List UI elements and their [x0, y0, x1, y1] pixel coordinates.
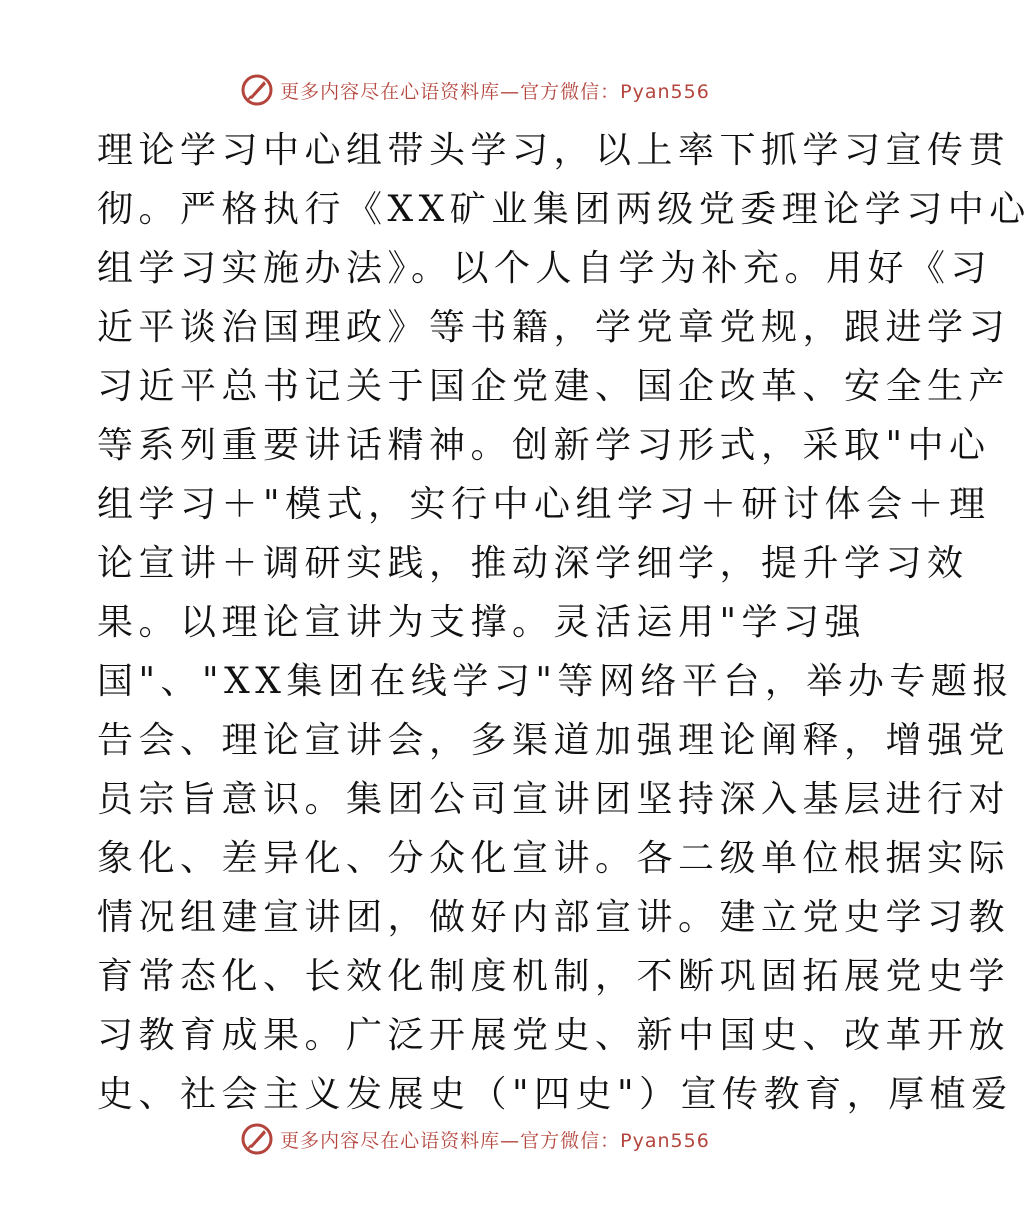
body-line: 员宗旨意识。集团公司宣讲团坚持深入基层进行对	[97, 779, 1011, 820]
body-line: 果。以理论宣讲为支撑。灵活运用"学习强	[97, 602, 867, 643]
body-line: 论宣讲＋调研实践，推动深学细学，提升学习效	[97, 543, 969, 584]
body-line: 近平谈治国理政》等书籍，学党章党规，跟进学习	[97, 307, 1011, 348]
body-line: 国"、"XX集团在线学习"等网络平台，举办专题报	[97, 661, 1014, 702]
body-line: 组学习＋"模式，实行中心组学习＋研讨体会＋理	[97, 484, 991, 525]
watermark-footer	[0, 1119, 950, 1159]
document-body	[97, 121, 1031, 1124]
body-line: 情况组建宣讲团，做好内部宣讲。建立党史学习教	[97, 897, 1011, 938]
watermark-text: 更多内容尽在心语资料库—官方微信：Pyan556	[280, 1129, 710, 1152]
body-line: 等系列重要讲话精神。创新学习形式，采取"中心	[97, 425, 991, 466]
body-line: 组学习实施办法》。以个人自学为补充。用好《习	[97, 248, 993, 289]
body-line: 习教育成果。广泛开展党史、新中国史、改革开放	[97, 1015, 1011, 1056]
body-line: 彻。严格执行《XX矿业集团两级党委理论学习中心	[97, 189, 1031, 230]
body-line: 习近平总书记关于国企党建、国企改革、安全生产	[97, 366, 1011, 407]
watermark-text: 更多内容尽在心语资料库—官方微信：Pyan556	[280, 80, 710, 103]
body-line: 告会、理论宣讲会，多渠道加强理论阐释，增强党	[97, 720, 1011, 761]
body-line: 育常态化、长效化制度机制，不断巩固拓展党史学	[97, 956, 1011, 997]
body-line: 史、社会主义发展史（"四史"）宣传教育，厚植爱	[97, 1074, 1013, 1115]
body-line: 理论学习中心组带头学习，以上率下抓学习宣传贯	[97, 130, 1011, 171]
quill-logo-icon	[240, 73, 274, 107]
watermark-header	[0, 70, 950, 110]
body-line: 象化、差异化、分众化宣讲。各二级单位根据实际	[97, 838, 1011, 879]
quill-logo-icon	[240, 1122, 274, 1156]
